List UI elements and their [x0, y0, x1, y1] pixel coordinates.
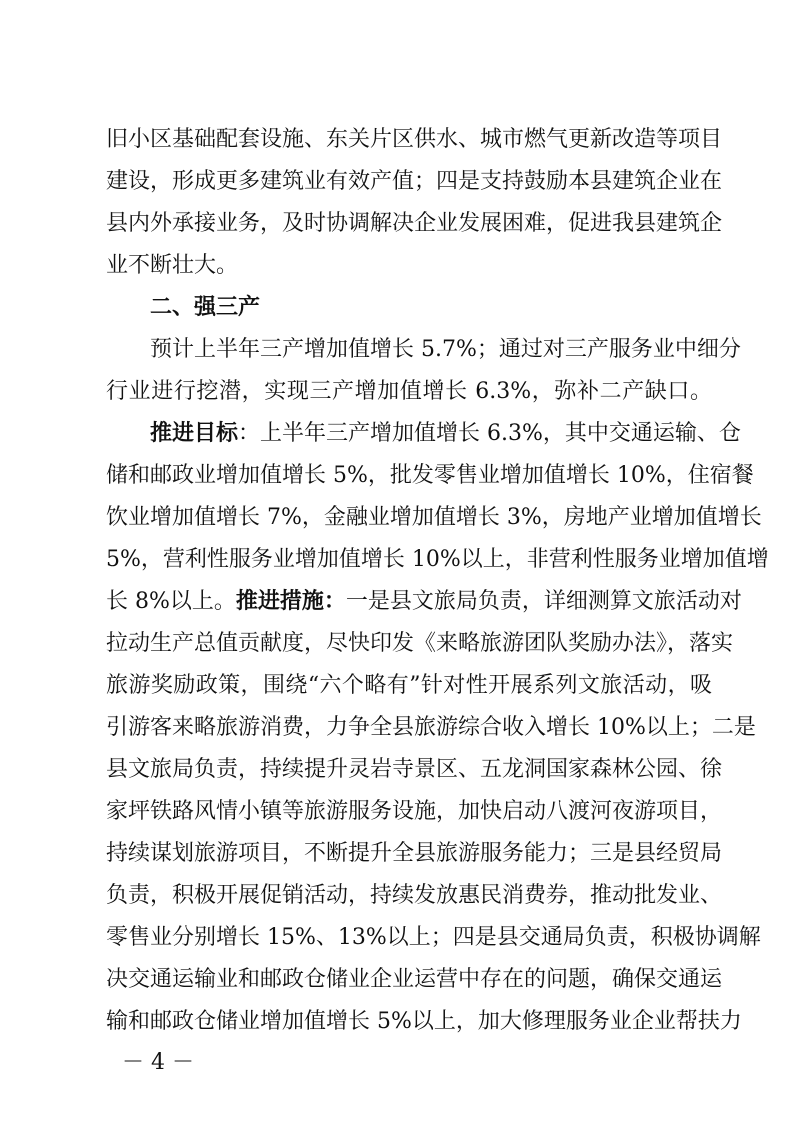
paragraph-line: 零售业分别增长 15%、13%以上；四是县交通局负责，积极协调解	[106, 925, 761, 950]
page-number: － 4 －	[122, 1050, 194, 1075]
paragraph-line: 拉动生产总值贡献度，尽快印发《来略旅游团队奖励办法》，落实	[106, 631, 734, 656]
paragraph-line: 县文旅局负责，持续提升灵岩寺景区、五龙洞国家森林公园、徐	[106, 757, 723, 782]
measures-label: 推进措施：	[235, 589, 346, 614]
paragraph-line: 输和邮政仓储业增加值增长 5%以上，加大修理服务业企业帮扶力	[106, 1009, 742, 1034]
target-label: 推进目标	[150, 421, 239, 446]
paragraph-line: 负责，积极开展促销活动，持续发放惠民消费券，推动批发业、	[106, 883, 723, 908]
paragraph-line	[106, 582, 742, 622]
paragraph-line: 业不断壮大。	[106, 253, 239, 278]
paragraph-text: 一是县文旅局负责，详细测算文旅活动对	[345, 589, 742, 614]
paragraph-line: 决交通运输业和邮政仓储业企业运营中存在的问题，确保交通运	[106, 967, 723, 992]
paragraph-line: 家坪铁路风情小镇等旅游服务设施，加快启动八渡河夜游项目，	[106, 799, 723, 824]
paragraph-line: 预计上半年三产增加值增长 5.7%；通过对三产服务业中细分	[150, 337, 741, 362]
paragraph-line	[150, 414, 741, 454]
paragraph-line: 5%，营利性服务业增加值增长 10%以上，非营利性服务业增加值增	[106, 547, 769, 572]
paragraph-line: 建设，形成更多建筑业有效产值；四是支持鼓励本县建筑企业在	[106, 169, 723, 194]
paragraph-line: 县内外承接业务，及时协调解决企业发展困难，促进我县建筑企	[106, 211, 723, 236]
paragraph-line: 持续谋划旅游项目，不断提升全县旅游服务能力；三是县经贸局	[106, 841, 723, 866]
paragraph-line: 储和邮政业增加值增长 5%，批发零售业增加值增长 10%，住宿餐	[106, 463, 754, 488]
paragraph-text: ：上半年三产增加值增长 6.3%，其中交通运输、仓	[238, 421, 741, 446]
paragraph-line: 行业进行挖潜，实现三产增加值增长 6.3%，弥补二产缺口。	[106, 379, 712, 404]
section-heading: 二、强三产	[150, 295, 261, 320]
paragraph-line: 旅游奖励政策，围绕“六个略有”针对性开展系列文旅活动，吸	[106, 673, 712, 698]
paragraph-line: 旧小区基础配套设施、东关片区供水、城市燃气更新改造等项目	[106, 127, 723, 152]
paragraph-line: 引游客来略旅游消费，力争全县旅游综合收入增长 10%以上；二是	[106, 715, 756, 740]
paragraph-line: 饮业增加值增长 7%，金融业增加值增长 3%，房地产业增加值增长	[106, 505, 762, 530]
paragraph-text: 长 8%以上。	[106, 589, 236, 614]
